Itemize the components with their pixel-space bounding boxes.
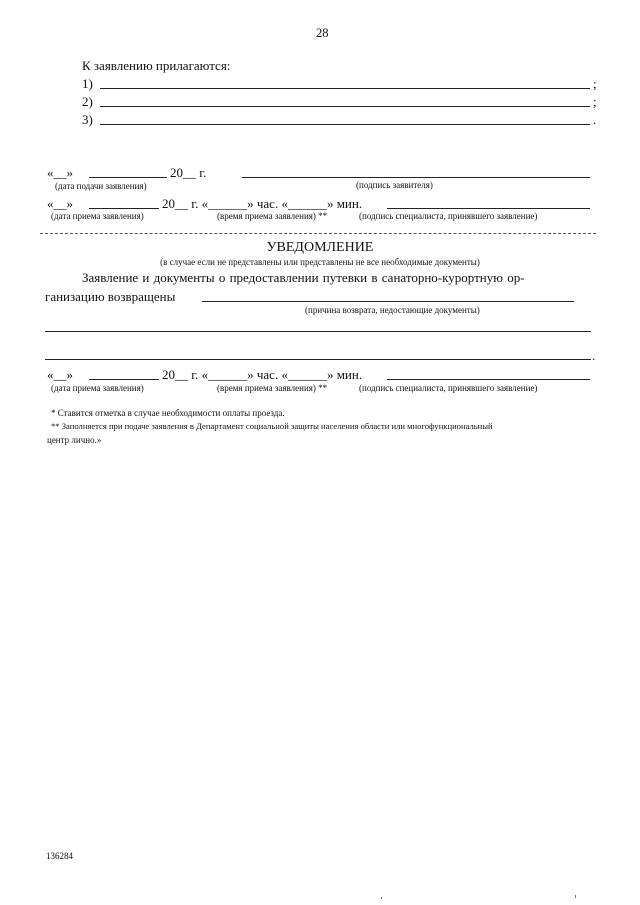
specialist-signature-caption: (подпись специалиста, принявшего заявление) xyxy=(359,211,538,221)
notice-reception-time-caption: (время приема заявления) ** xyxy=(217,383,328,393)
attachment-number: 2) xyxy=(82,94,93,109)
notice-reception-date-caption: (дата приема заявления) xyxy=(51,383,144,393)
cut-line xyxy=(40,233,596,234)
attachment-line[interactable] xyxy=(100,106,590,107)
attachment-end: . xyxy=(593,112,597,127)
scan-speck xyxy=(575,895,576,898)
notice-specialist-signature-line[interactable] xyxy=(387,379,590,380)
return-reason-end: . xyxy=(592,348,596,363)
notice-reception-year-time: 20__ г. «______» час. «______» мин. xyxy=(162,367,363,382)
attachment-end: ; xyxy=(593,76,597,91)
footnote-1: * Ставится отметка в случае необходимости оплаты проезда. xyxy=(51,408,285,418)
footnote-2: ** Заполняется при подаче заявления в Департамент социальной защиты населения области или многофункциональный xyxy=(51,421,493,431)
applicant-signature-caption: (подпись заявителя) xyxy=(356,180,433,190)
footnote-2-continued: центр лично.» xyxy=(47,435,102,445)
notice-title: УВЕДОМЛЕНИЕ xyxy=(266,240,374,255)
submission-date-caption: (дата подачи заявления) xyxy=(55,181,147,191)
attachment-number: 1) xyxy=(82,76,93,91)
reception-month-line[interactable] xyxy=(89,208,159,209)
notice-specialist-signature-caption: (подпись специалиста, принявшего заявление) xyxy=(359,383,538,393)
reception-date-caption: (дата приема заявления) xyxy=(51,211,144,221)
return-reason-caption: (причина возврата, недостающие документы) xyxy=(305,305,480,315)
applicant-signature-line[interactable] xyxy=(242,177,590,178)
attachment-end: ; xyxy=(593,94,597,109)
attachment-line[interactable] xyxy=(100,88,590,89)
notice-line-1: Заявление и документы о предоставлении путевки в санаторно-курортную ор- xyxy=(82,270,525,285)
reception-year-time: 20__ г. «______» час. «______» мин. xyxy=(162,196,363,211)
notice-reception-day: «__» xyxy=(47,367,73,382)
notice-subtitle: (в случае если не представлены или представлены не все необходимые документы) xyxy=(160,257,480,267)
specialist-signature-line[interactable] xyxy=(387,208,590,209)
attachment-number: 3) xyxy=(82,112,93,127)
notice-reception-month-line[interactable] xyxy=(89,379,159,380)
return-reason-line-2[interactable] xyxy=(45,331,591,332)
reception-day: «__» xyxy=(47,196,73,211)
submission-year: 20__ г. xyxy=(170,165,207,180)
document-id: 136284 xyxy=(46,851,73,861)
notice-line-2: ганизацию возвращены xyxy=(45,289,176,304)
attachments-heading: К заявлению прилагаются: xyxy=(82,58,231,73)
submission-day: «__» xyxy=(47,165,73,180)
submission-month-line[interactable] xyxy=(89,177,167,178)
scan-speck xyxy=(381,897,382,899)
reception-time-caption: (время приема заявления) ** xyxy=(217,211,328,221)
return-reason-line-3[interactable] xyxy=(45,359,591,360)
page-number: 28 xyxy=(316,26,329,40)
return-reason-line[interactable] xyxy=(202,301,574,302)
attachment-line[interactable] xyxy=(100,124,590,125)
